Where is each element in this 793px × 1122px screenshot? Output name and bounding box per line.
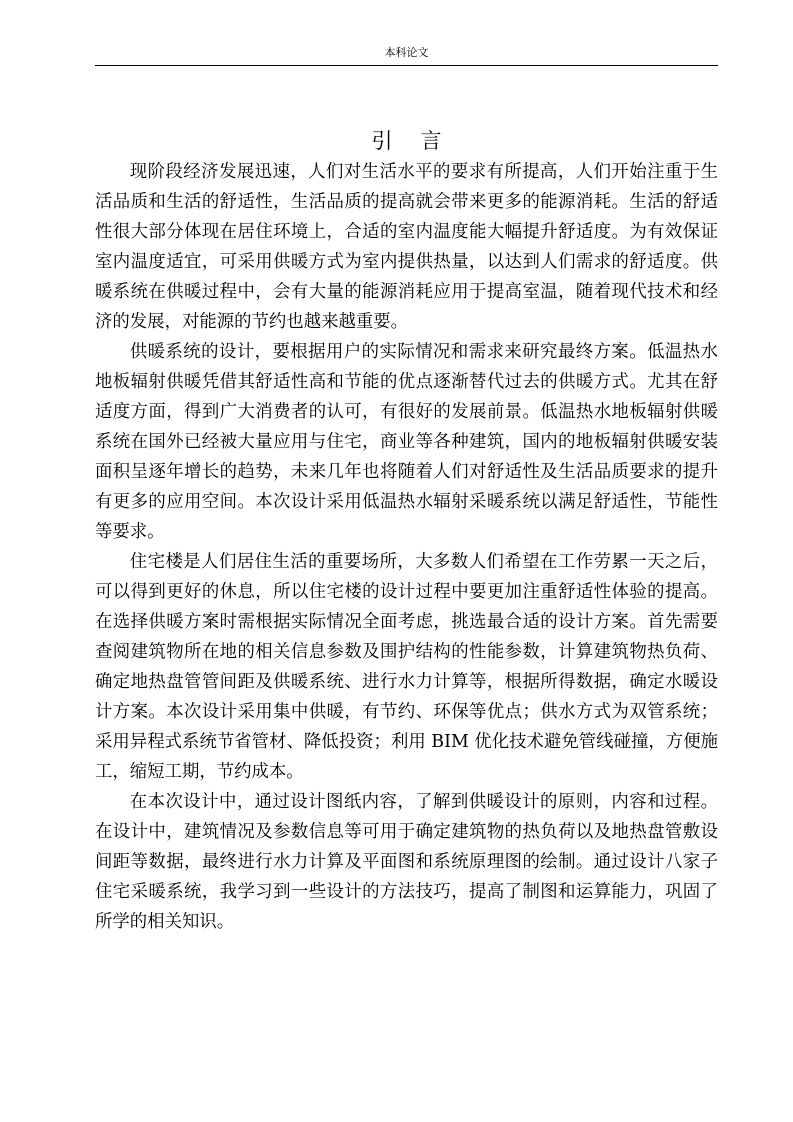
paragraph: 住宅楼是人们居住生活的重要场所，大多数人们希望在工作劳累一天之后，可以得到更好的休息，所以住宅楼的设计过程中要更加注重舒适性体验的提高。在选择供暖方案时需根据实际情况全面考虑，挑选最合适的设计方案。首先需要查阅建筑物所在地的相关信息参数及围护结构的性能参数，计算建筑物热负荷、确定地热盘管管间距及供暖系统、进行水力计算等，根据所得数据，确定水暖设计方案。本次设计采用集中供暖，有节约、环保等优点；供水方式为双管系统；采用异程式系统节省管材、降低投资；利用 BIM 优化技术避免管线碰撞，方便施工，缩短工期，节约成本。 xyxy=(95,552,718,782)
running-header: 本科论文 xyxy=(384,46,429,59)
paragraph: 供暖系统的设计，要根据用户的实际情况和需求来研究最终方案。低温热水地板辐射供暖凭借其舒适性高和节能的优点逐渐替代过去的供暖方式。尤其在舒适度方面，得到广大消费者的认可，有很好的发展前景。低温热水地板辐射供暖系统在国外已经被大量应用与住宅，商业等各种建筑，国内的地板辐射供暖安装面积呈逐年增长的趋势，未来几年也将随着人们对舒适性及生活品质要求的提升有更多的应用空间。本次设计采用低温热水辐射采暖系统以满足舒适性，节能性等要求。 xyxy=(95,342,718,542)
paragraph: 现阶段经济发展迅速，人们对生活水平的要求有所提高，人们开始注重于生活品质和生活的舒适性，生活品质的提高就会带来更多的能源消耗。生活的舒适性很大部分体现在居住环境上，合适的室内温度能大幅提升舒适度。为有效保证室内温度适宜，可采用供暖方式为室内提供热量，以达到人们需求的舒适度。供暖系统在供暖过程中，会有大量的能源消耗应用于提高室温，随着现代技术和经济的发展，对能源的节约也越来越重要。 xyxy=(95,162,718,332)
section-title: 引言 xyxy=(371,129,470,153)
body-text xyxy=(95,157,718,937)
paragraph: 在本次设计中，通过设计图纸内容，了解到供暖设计的原则，内容和过程。在设计中，建筑情况及参数信息等可用于确定建筑物的热负荷以及地热盘管敷设间距等数据，最终进行水力计算及平面图和系统原理图的绘制。通过设计八家子住宅采暖系统，我学习到一些设计的方法技巧，提高了制图和运算能力，巩固了所学的相关知识。 xyxy=(95,792,718,932)
header-divider xyxy=(95,65,718,66)
